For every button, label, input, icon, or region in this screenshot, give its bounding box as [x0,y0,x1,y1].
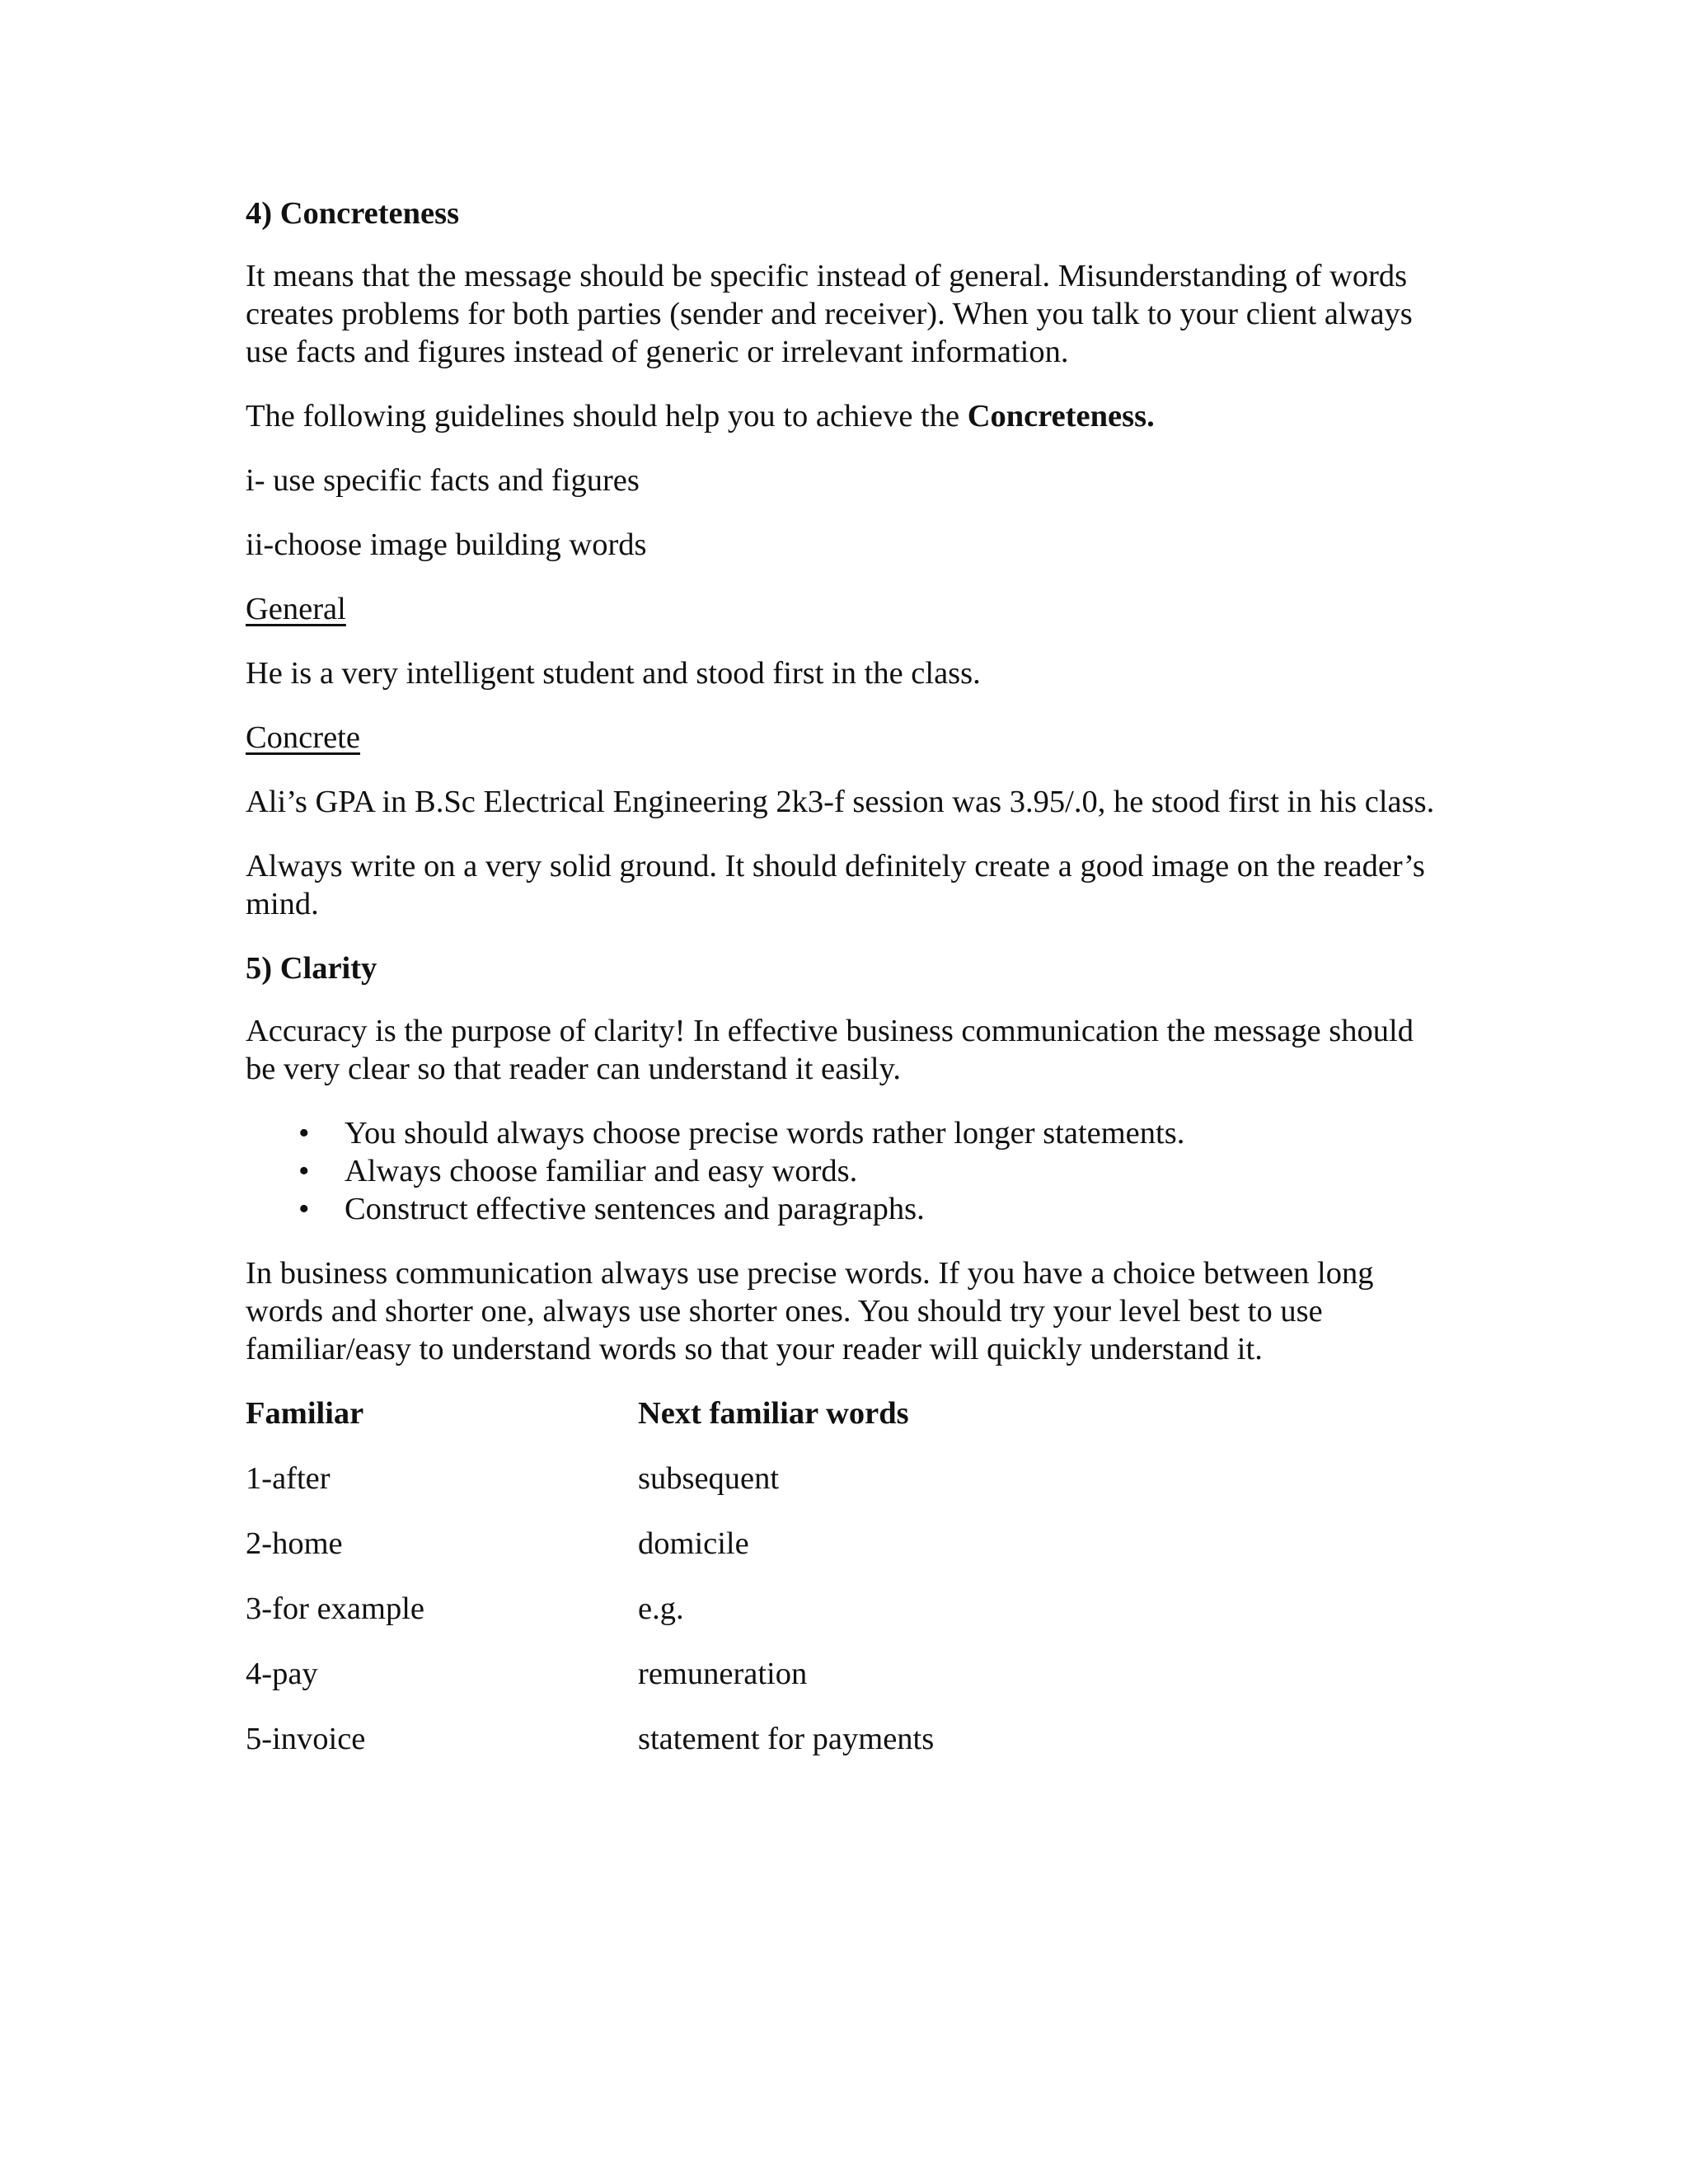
word-table-row [246,1720,1449,1758]
bullet-item [246,1152,1449,1190]
bullet-dot-icon: • [298,1154,310,1188]
familiar-word: 3-for example [246,1591,424,1626]
bullet-text: You should always choose precise words rather longer statements. [345,1116,1185,1151]
guideline-2: ii-choose image building words [246,527,647,562]
bullet-item [246,1114,1449,1152]
section-heading-concreteness: 4) Concreteness [246,196,460,231]
general-label: General [246,592,346,626]
document-page [246,194,1449,1785]
familiar-word: 5-invoice [246,1722,366,1756]
concrete-label: Concrete [246,720,360,755]
concreteness-intro: It means that the message should be specific instead of general. Misunderstanding of words creates problems for both parties (sender and receiver). When you talk to your client always use facts and figures instead of generic or irrelevant information. [246,259,1413,369]
concrete-example: Ali’s GPA in B.Sc Electrical Engineering 2k3-f session was 3.95/.0, he stood first in his class. [246,785,1435,819]
alternate-word: e.g. [638,1591,684,1626]
guidelines-bold-term: Concreteness. [967,399,1155,434]
word-table-row [246,1590,1449,1628]
word-table-row [246,1460,1449,1497]
bullet-dot-icon: • [298,1192,310,1226]
familiar-word: 4-pay [246,1657,318,1691]
section-heading-clarity: 5) Clarity [246,951,377,986]
clarity-intro: Accuracy is the purpose of clarity! In effective business communication the message should be very clear so that reader can understand it easily. [246,1014,1414,1086]
familiar-word: 2-home [246,1526,343,1561]
bullet-text: Construct effective sentences and paragraphs. [345,1192,925,1226]
guidelines-lead-paragraph [246,397,1449,435]
word-table-col2-header: Next familiar words [638,1396,909,1431]
word-table-header [246,1394,1449,1432]
alternate-word: statement for payments [638,1722,935,1756]
clarity-bullet-list [246,1114,1449,1228]
familiar-word: 1-after [246,1461,331,1496]
alternate-word: subsequent [638,1461,780,1496]
bullet-text: Always choose familiar and easy words. [345,1154,858,1188]
clarity-body: In business communication always use precise words. If you have a choice between long words and shorter one, always use shorter ones. You should try your level best to use familiar/easy to understand words so that your reader will quickly understand it. [246,1256,1374,1366]
concreteness-closing: Always write on a very solid ground. It should definitely create a good image on the reader’s mind. [246,849,1425,921]
word-table-row [246,1525,1449,1563]
alternate-word: remuneration [638,1657,808,1691]
alternate-word: domicile [638,1526,749,1561]
bullet-item [246,1190,1449,1228]
general-example: He is a very intelligent student and stood first in the class. [246,656,981,691]
guideline-1: i- use specific facts and figures [246,463,640,498]
bullet-dot-icon: • [298,1116,310,1151]
guidelines-lead-text: The following guidelines should help you to achieve the [246,399,968,434]
word-table [246,1394,1449,1758]
word-table-col1-header: Familiar [246,1396,364,1431]
word-table-row [246,1655,1449,1693]
